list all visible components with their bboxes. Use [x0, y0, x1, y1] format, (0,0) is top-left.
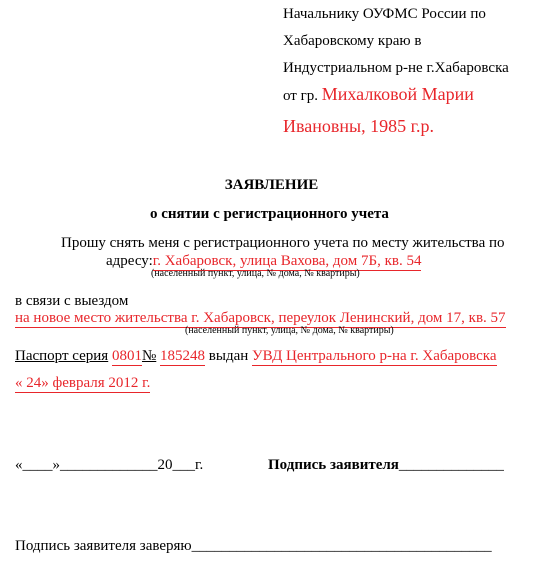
- from-prefix: от гр.: [283, 88, 319, 104]
- applicant-name-1: Михалковой Марии: [321, 84, 474, 104]
- reason-text: в связи с выездом: [15, 293, 129, 309]
- document-title: ЗАЯВЛЕНИЕ: [224, 177, 319, 193]
- footer-signature: [268, 456, 504, 474]
- address-value: г. Хабаровск, улица Вахова, дом 7Б, кв. 54: [152, 253, 422, 269]
- certify-blank: ________________________________________: [191, 538, 492, 554]
- issue-date-line: [15, 374, 150, 393]
- passport-issued-by: УВД Центрального р-на г. Хабаровска: [252, 348, 497, 364]
- request-text: Прошу снять меня с регистрационного учета по месту жительства по: [61, 235, 505, 251]
- passport-label: Паспорт серия: [15, 348, 109, 364]
- issue-date-open-quote: «: [15, 375, 23, 391]
- address-hint: (населенный пункт, улица, № дома, № квартиры): [151, 268, 360, 279]
- new-address-hint: (населенный пункт, улица, № дома, № квартиры): [185, 325, 394, 336]
- passport-number: 185248: [160, 348, 206, 364]
- passport-series: 0801: [111, 348, 142, 364]
- signature-blank: ______________: [398, 457, 504, 473]
- addressee-line-3: Индустриальном р-не г.Хабаровска: [283, 60, 509, 76]
- document-subtitle: о снятии с регистрационного учета: [150, 206, 389, 222]
- new-address-text: на новое место жительства г. Хабаровск, переулок Ленинский, дом 17, кв. 57: [15, 310, 506, 326]
- footer-certify: [15, 537, 492, 555]
- issue-date-day: 24: [22, 375, 42, 391]
- addressee-line-1: Начальнику ОУФМС России по: [283, 6, 486, 22]
- signature-label: Подпись заявителя: [268, 457, 399, 473]
- issue-date-month-year: февраля 2012 г.: [48, 375, 151, 391]
- applicant-name-2: Ивановны, 1985 г.р.: [283, 116, 434, 136]
- issue-date-close-quote: »: [41, 375, 49, 391]
- passport-line: [15, 347, 497, 366]
- applicant-from-line: [283, 85, 474, 105]
- passport-issued-label: выдан: [208, 348, 249, 364]
- passport-number-label: №: [141, 348, 157, 364]
- certify-label: Подпись заявителя заверяю: [15, 538, 192, 554]
- address-label: адресу:: [106, 253, 153, 269]
- addressee-line-2: Хабаровскому краю в: [283, 33, 422, 49]
- issue-date: [15, 374, 150, 393]
- footer-date-blank: «____»_____________20___г.: [15, 457, 204, 473]
